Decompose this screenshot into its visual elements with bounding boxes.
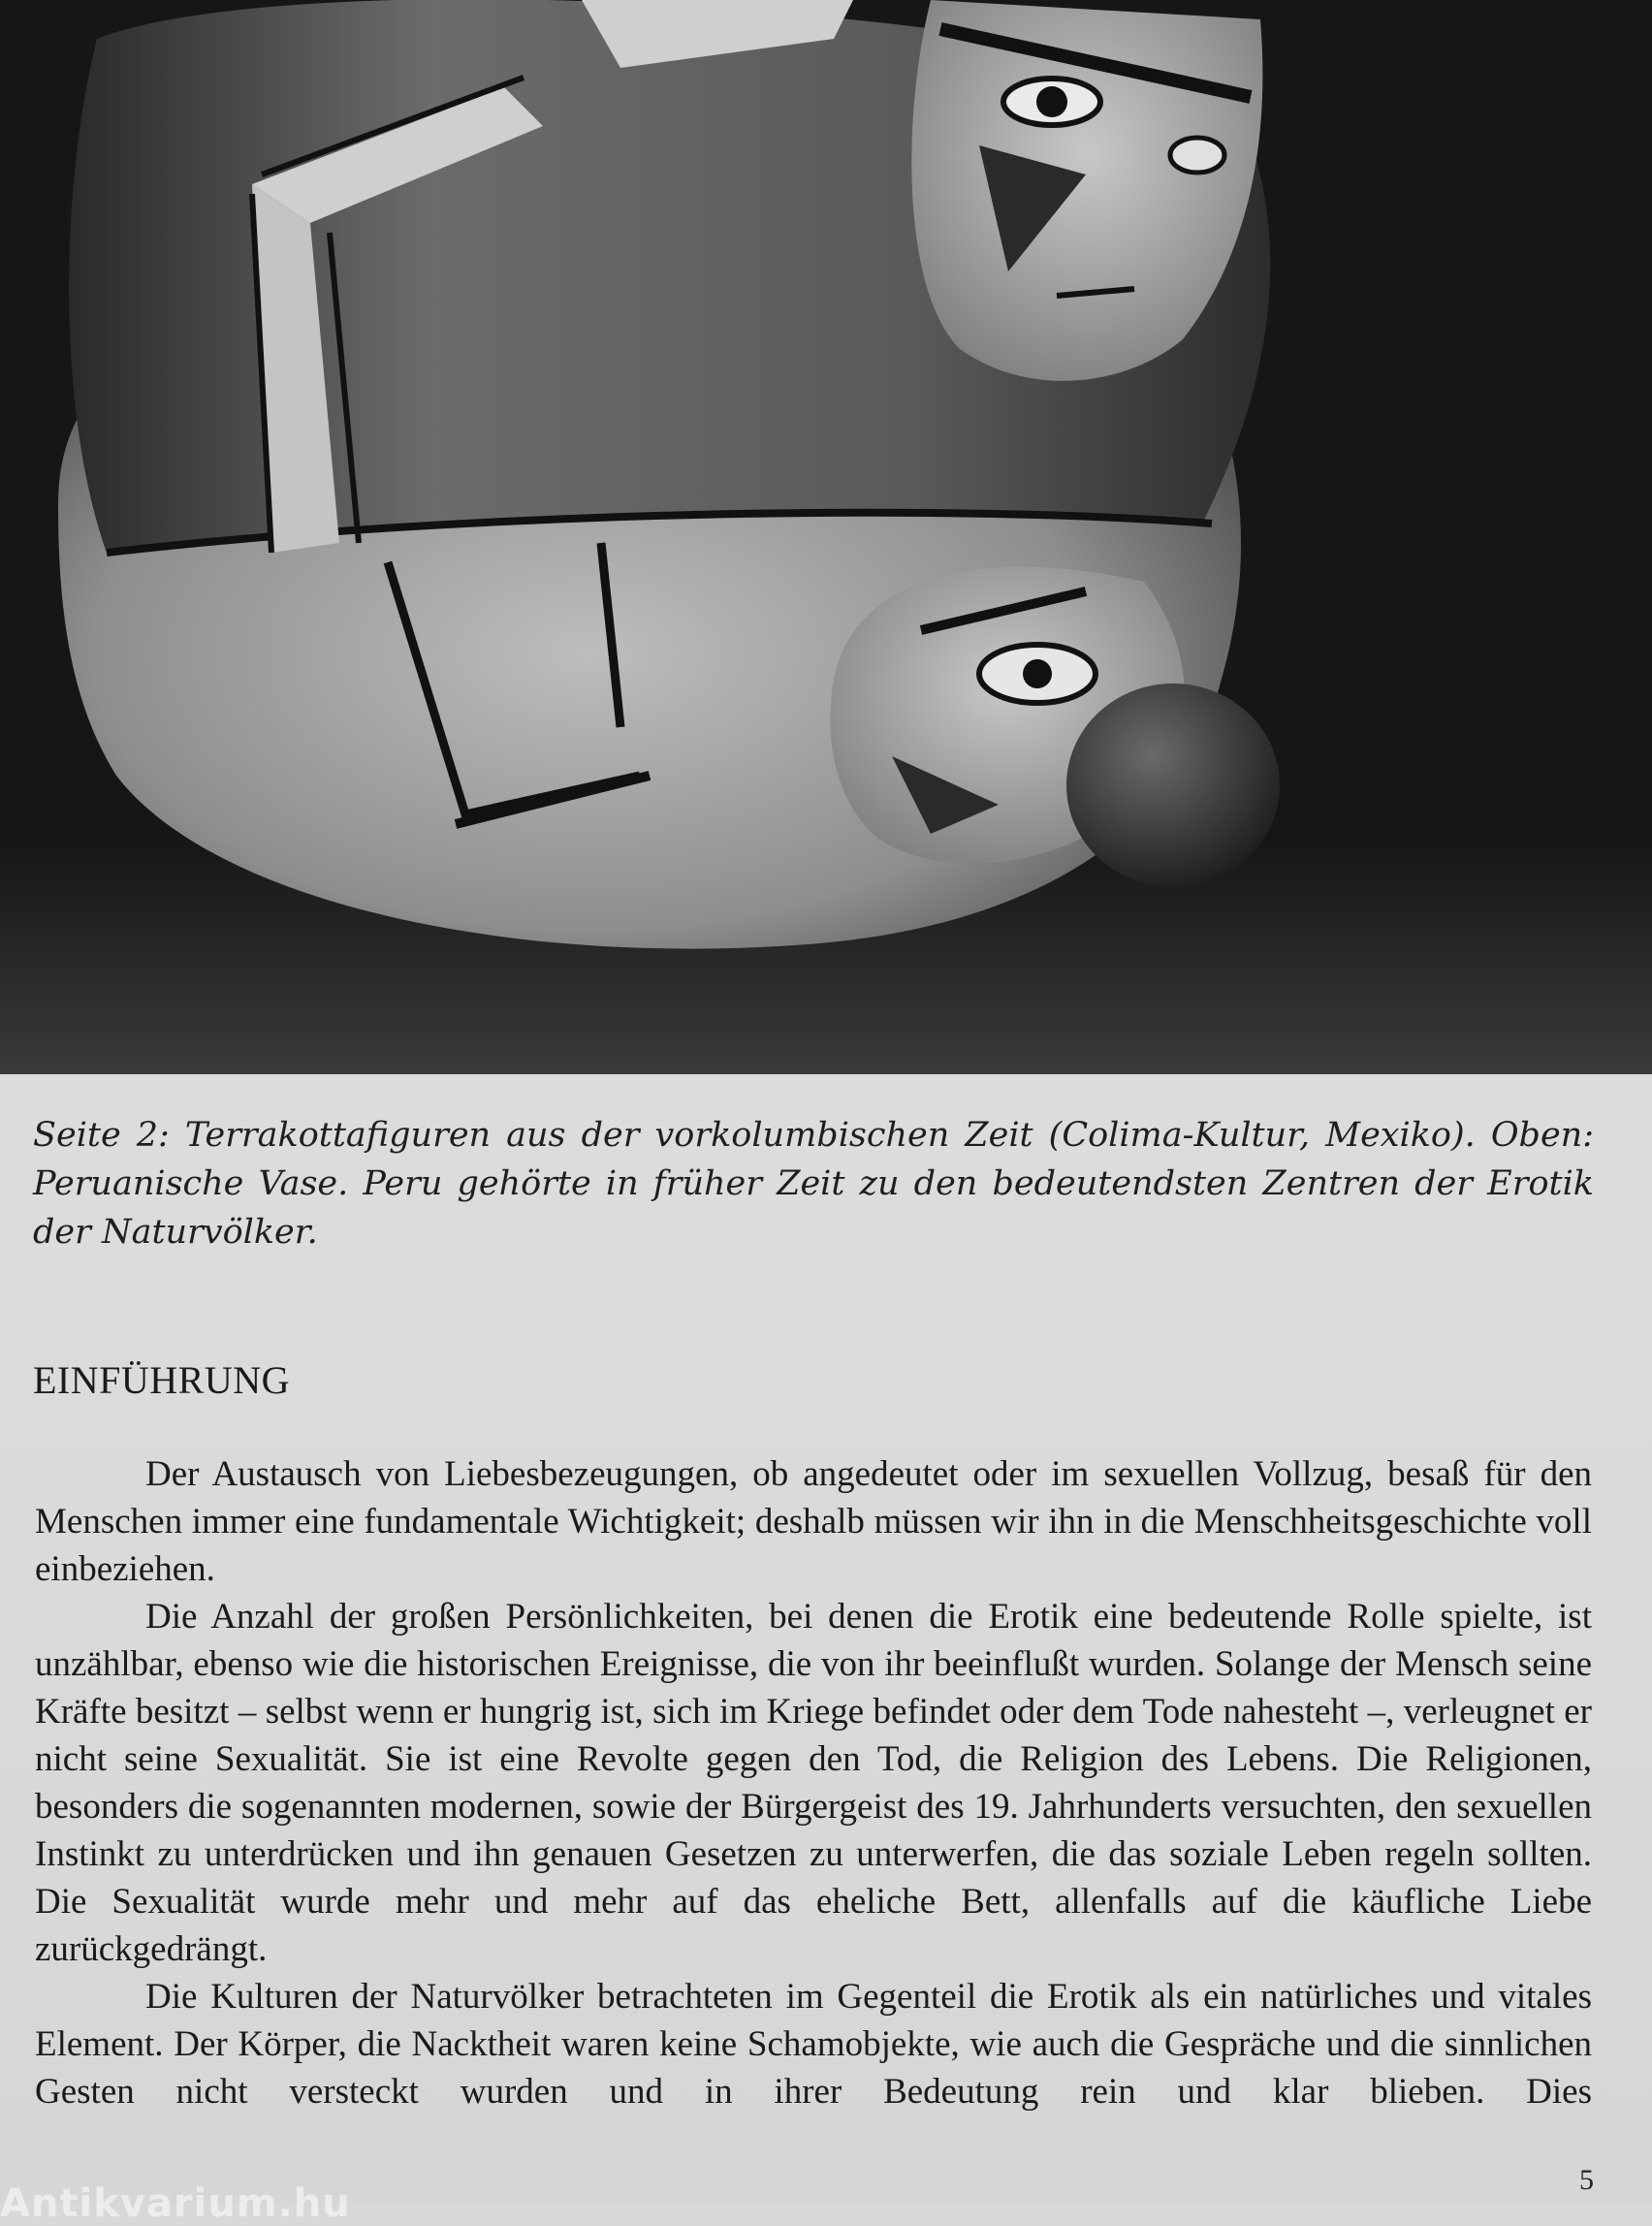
vase-photo (0, 0, 1652, 1074)
body-text (35, 1450, 1592, 2115)
watermark: Antikvarium.hu (0, 2181, 351, 2226)
paragraph: Die Anzahl der großen Persönlichkeiten, bei denen die Erotik eine bedeutende Rolle spielte, ist unzählbar, ebenso wie die historischen Ereignisse, die von ihr beeinflußt wurden. Solange der Mensch seine Kräfte besitzt – selbst wenn er hungrig ist, sich im Kriege befindet oder dem Tode nahesteht –, verleugnet er nicht seine Sexualität. Sie ist eine Revolte gegen den Tod, die Religion des Lebens. Die Religionen, besonders die sogenannten modernen, sowie der Bürgergeist des 19. Jahrhunderts versuchten, den sexuellen Instinkt zu unterdrücken und ihn genauen Gesetzen zu unterwerfen, die das soziale Leben regeln sollten. Die Sexualität wurde mehr und mehr auf das eheliche Bett, allenfalls auf die käufliche Liebe zurückgedrängt. (35, 1597, 1592, 1969)
paragraph: Der Austausch von Liebesbezeugungen, ob angedeutet oder im sexuellen Vollzug, besaß für den Menschen immer eine fundamentale Wichtigkeit; deshalb müssen wir ihn in die Menschheitsgeschichte voll einbeziehen. (35, 1454, 1592, 1589)
page-number: 5 (1579, 2164, 1594, 2196)
section-heading: EINFÜHRUNG (33, 1358, 290, 1402)
peruvian-vase-photo-icon (0, 0, 1652, 1074)
paragraph: Die Kulturen der Naturvölker betrachteten im Gegenteil die Erotik als ein natürliches und vitales Element. Der Körper, die Nacktheit waren keine Schamobjekte, wie auch die Gespräche und die sinnlichen Gesten nicht versteckt wurden und in ihrer Bedeutung rein und klar blieben. Dies (35, 1977, 1592, 2112)
photo-caption: Seite 2: Terrakottafiguren aus der vorkolumbischen Zeit (Colima-Kultur, Mexiko). Oben: Peruanische Vase. Peru gehörte in früher Zeit zu den bedeutendsten Zentren der Erotik der Naturvölker. (33, 1116, 1594, 1252)
